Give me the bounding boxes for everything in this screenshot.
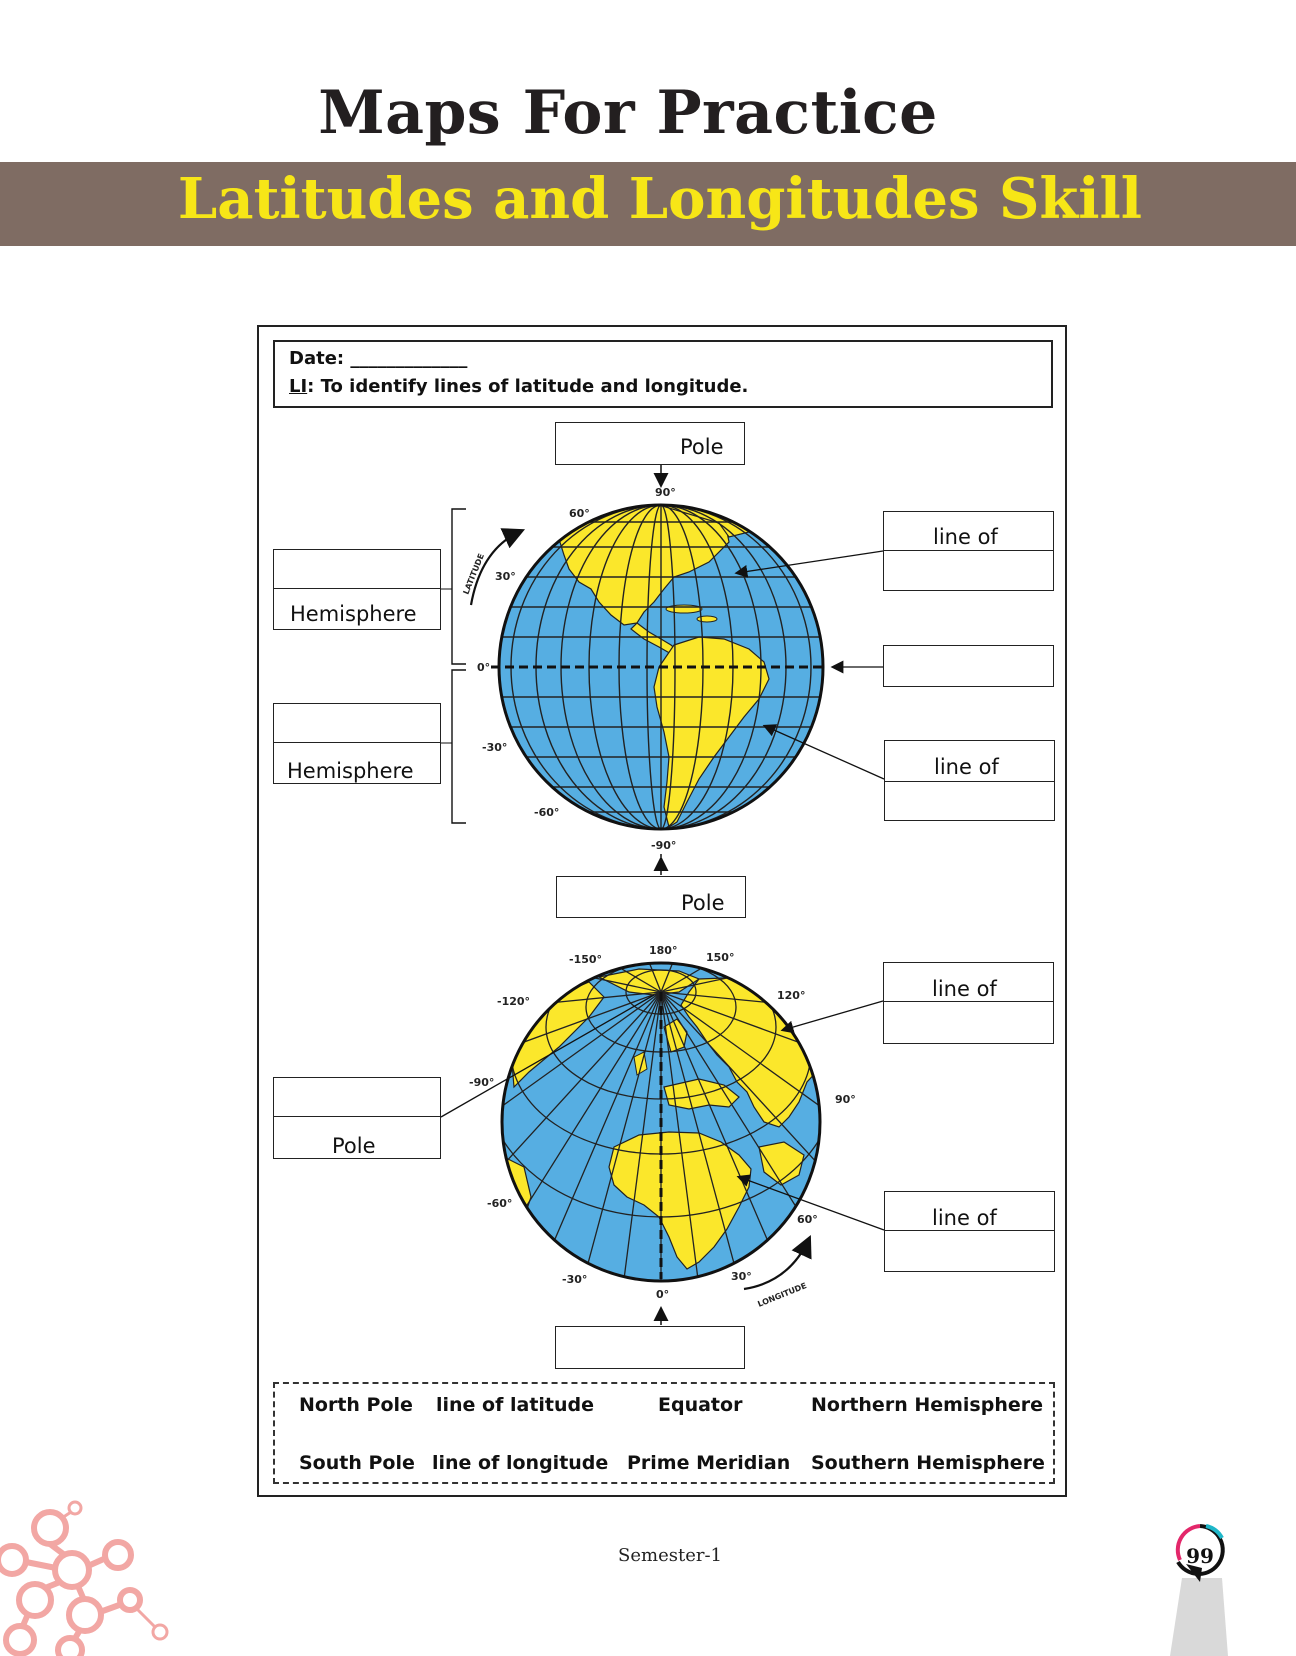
longitude-arrow-text: LONGITUDE [756,1281,808,1309]
deg-label: 60° [569,507,590,520]
southern-hemisphere-label: Hemisphere [287,759,414,783]
word-bank-item: South Pole [299,1452,415,1474]
bottom-pole-label: Pole [332,1134,376,1158]
subtitle: Latitudes and Longitudes Skill [177,166,1143,232]
south-pole-label: Pole [681,891,725,915]
southern-hemisphere-bracket [452,670,466,823]
deg-label: -90° [469,1076,495,1089]
latitude-arrow-text: LATITUDE [461,552,487,596]
word-bank-item: North Pole [299,1394,413,1416]
deg-label: 30° [495,570,516,583]
deg-label: 30° [731,1270,752,1283]
word-bank-item: line of latitude [436,1394,595,1416]
deg-label: -150° [569,953,603,966]
molecule-decoration [0,1500,180,1656]
page-title: Maps For Practice [318,78,938,148]
word-bank-item: line of longitude [432,1452,609,1474]
deg-label: 60° [797,1213,818,1226]
word-bank-item: Northern Hemisphere [811,1394,1044,1416]
worksheet [257,325,1067,1497]
deg-label: -30° [562,1273,588,1286]
li-text: : To identify lines of latitude and longitude. [307,376,749,397]
deg-label: 180° [649,944,678,957]
caribbean-island [697,616,717,622]
subtitle-banner [0,162,1296,246]
deg-label: -60° [487,1197,513,1210]
bottom-line-of-latitude-label: line of [932,977,997,1001]
bottom-latitude-pointer [783,1001,883,1030]
deg-label: -60° [534,806,560,819]
footer-semester: Semester-1 [618,1545,722,1566]
north-pole-label: Pole [680,435,724,459]
page-number-badge [1170,1520,1250,1656]
date-label: Date: _____________ [289,348,468,369]
caribbean-island [666,605,702,613]
line-of-longitude-label: line of [934,755,999,779]
latitude-globe [259,327,1069,1499]
deg-label: 90° [655,486,676,499]
deg-label: 120° [777,989,806,1002]
bottom-line-of-longitude-label: line of [932,1206,997,1230]
page-number: 99 [1186,1544,1214,1568]
northern-hemisphere-label: Hemisphere [290,602,417,626]
word-bank-item: Prime Meridian [627,1452,791,1474]
li-prefix: LI [289,376,308,397]
word-bank-item: Southern Hemisphere [811,1452,1045,1474]
deg-label: 150° [706,951,735,964]
deg-label: 0° [477,661,491,674]
deg-label: -120° [497,995,531,1008]
word-bank-item: Equator [658,1394,743,1416]
line-of-latitude-label: line of [933,525,998,549]
deg-label: -90° [651,839,677,852]
deg-label: 0° [656,1288,670,1301]
deg-label: 90° [835,1093,856,1106]
deg-label: -30° [482,741,508,754]
